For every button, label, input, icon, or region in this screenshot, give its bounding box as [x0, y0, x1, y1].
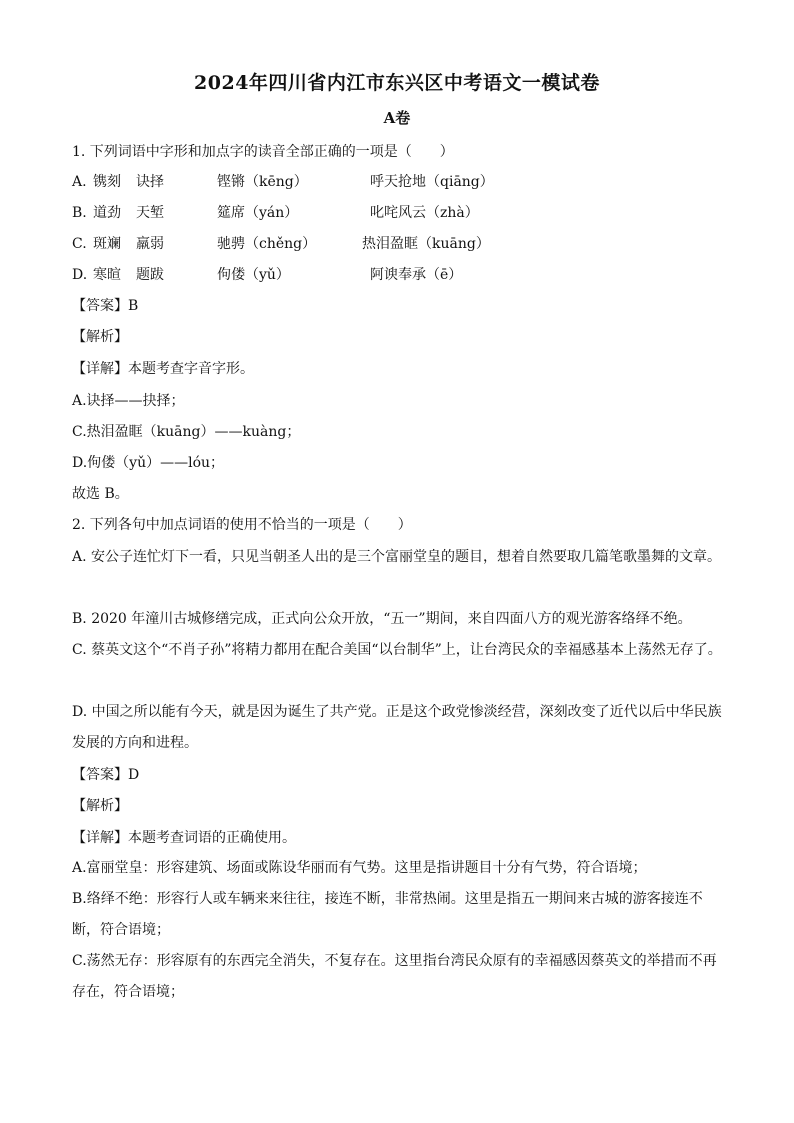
- page-title: 2024年四川省内江市东兴区中考语文一模试卷: [194, 72, 600, 94]
- q2-option-c: C. 蔡英文这个“不肖子孙”将精力都用在配合美国“以台制华”上，让台湾民众的幸福感基本上荡然无存了。: [72, 642, 722, 658]
- option-word-2: 题跋: [136, 267, 164, 283]
- option-word-4: 热泪盈眶（kuāng）: [362, 236, 490, 252]
- q1-option-a: [72, 172, 722, 192]
- q1-option-b: [72, 203, 722, 223]
- option-word-2: 羸弱: [136, 236, 164, 252]
- q1-answer: 【答案】B: [72, 298, 139, 314]
- option-word-1: 镌刻: [93, 174, 121, 190]
- option-word-4: 叱咤风云（zhà）: [370, 205, 479, 221]
- q2-explanation-b: B.络绎不绝：形容行人或车辆来来往往，接连不断，非常热闹。这里是指五一期间来古城的游客接连不断，符合语境；: [72, 891, 703, 938]
- option-label: A.: [72, 174, 87, 190]
- option-word-4: 呼天抢地（qiāng）: [370, 174, 494, 190]
- option-word-3: 筵席（yán）: [217, 205, 299, 221]
- q1-analysis-label: 【解析】: [72, 329, 128, 345]
- q2-option-d: D. 中国之所以能有今天，就是因为诞生了共产党。正是这个政党惨淡经营，深刻改变了近代以后中华民族发展的方向和进程。: [72, 704, 722, 751]
- q2-option-b: B. 2020 年潼川古城修缮完成，正式向公众开放，“五一”期间，来自四面八方的观光游客络绎不绝。: [72, 611, 692, 627]
- option-label: B.: [72, 205, 87, 221]
- q1-option-d: [72, 265, 722, 285]
- q2-stem: 2. 下列各句中加点词语的使用不恰当的一项是（ ）: [72, 517, 412, 533]
- q2-explanation-a: A.富丽堂皇：形容建筑、场面或陈设华丽而有气势。这里是指讲题目十分有气势，符合语境；: [72, 860, 647, 876]
- option-word-4: 阿谀奉承（ē）: [370, 267, 463, 283]
- q2-explanation-c: C.荡然无存：形容原有的东西完全消失，不复存在。这里指台湾民众原有的幸福感因蔡英文的举措而不再存在，符合语境；: [72, 953, 717, 1000]
- option-word-3: 佝偻（yǔ）: [217, 267, 290, 283]
- option-word-1: 寒暄: [93, 267, 121, 283]
- section-heading: A卷: [383, 109, 411, 127]
- q1-explanation-d: D.佝偻（yǔ）——lóu；: [72, 455, 225, 471]
- q1-stem: 1. 下列词语中字形和加点字的读音全部正确的一项是（ ）: [72, 144, 454, 160]
- q1-detail: 【详解】本题考查字音字形。: [72, 361, 254, 377]
- q2-analysis-label: 【解析】: [72, 798, 128, 814]
- q1-option-c: [72, 234, 722, 254]
- option-label: D.: [72, 267, 88, 283]
- option-word-3: 驰骋（chěng）: [217, 236, 317, 252]
- q1-explanation-c: C.热泪盈眶（kuāng）——kuàng；: [72, 424, 301, 440]
- q2-option-a: A. 安公子连忙灯下一看，只见当朝圣人出的是三个富丽堂皇的题目，想着自然要取几篇笔歌墨舞的文章。: [72, 549, 722, 565]
- q1-conclusion: 故选 B。: [72, 486, 129, 502]
- q1-explanation-a: A.诀择——抉择；: [72, 393, 185, 409]
- option-word-1: 道劲: [93, 205, 121, 221]
- option-word-2: 诀择: [136, 174, 164, 190]
- q2-answer: 【答案】D: [72, 767, 140, 783]
- option-label: C.: [72, 236, 87, 252]
- option-word-3: 铿锵（kēng）: [217, 174, 308, 190]
- q2-detail: 【详解】本题考查词语的正确使用。: [72, 830, 296, 846]
- option-word-2: 天堑: [136, 205, 164, 221]
- option-word-1: 斑斓: [93, 236, 121, 252]
